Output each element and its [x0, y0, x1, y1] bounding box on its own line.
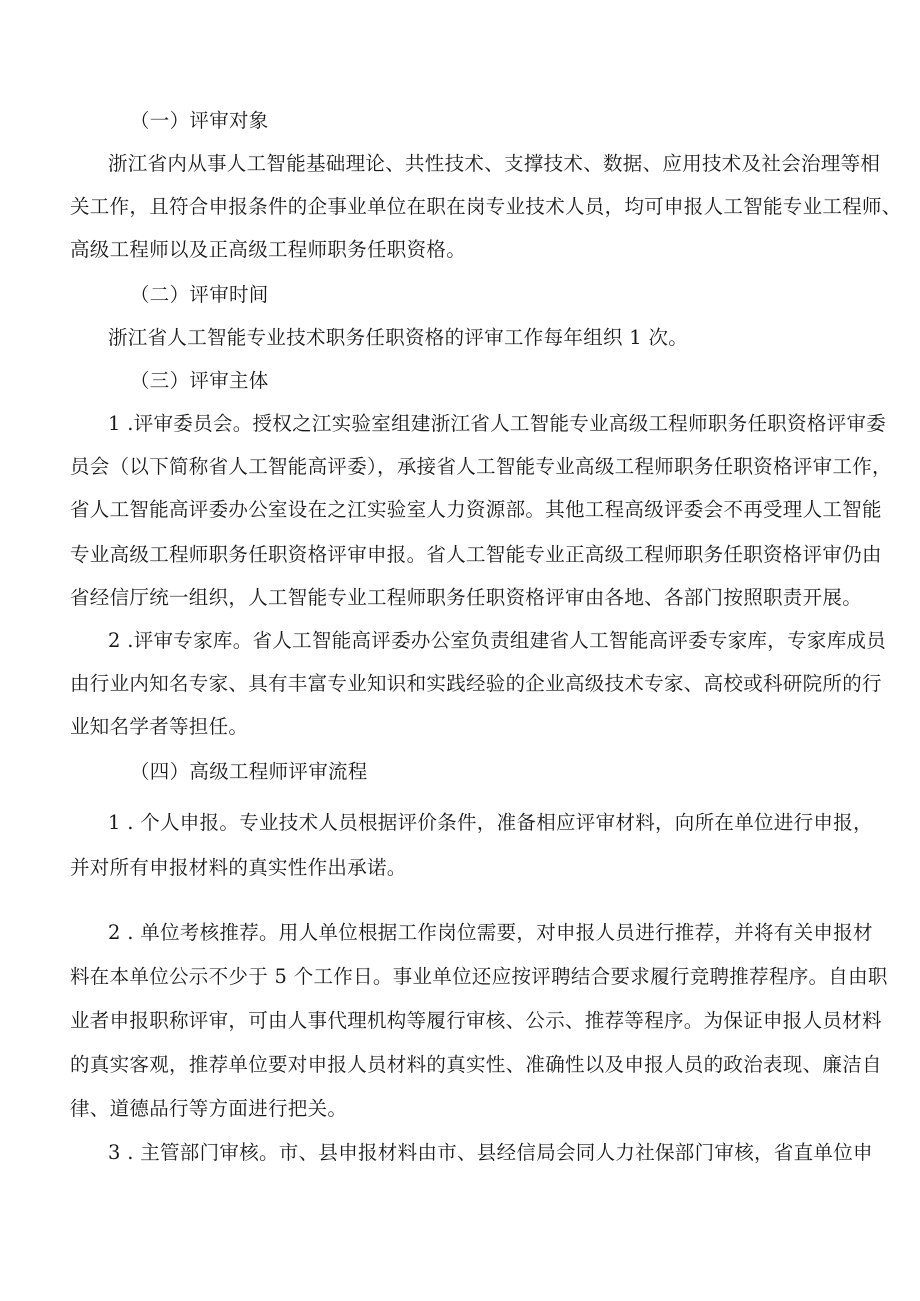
paragraph-line: 省经信厅统一组织，人工智能专业工程师职务任职资格评审由各地、各部门按照职责开展。 — [70, 586, 863, 609]
paragraph-line: 浙江省内从事人工智能基础理论、共性技术、支撑技术、数据、应用技术及社会治理等相 — [108, 152, 881, 175]
paragraph-line: 并对所有申报材料的真实性作出承诺。 — [70, 856, 407, 879]
paragraph-line: 业者申报职称评审，可由人事代理机构等履行审核、公示、推荐等程序。为保证申报人员材料 — [70, 1009, 882, 1032]
paragraph-line: 省人工智能高评委办公室设在之江实验室人力资源部。其他工程高级评委会不再受理人工智能 — [70, 498, 882, 521]
paragraph-line: 高级工程师以及正高级工程师职务任职资格。 — [70, 238, 467, 261]
section-heading-review-subject: （一）评审对象 — [130, 109, 269, 132]
section-heading-review-body: （三）评审主体 — [130, 369, 269, 392]
paragraph-line: 2 . 单位考核推荐。用人单位根据工作岗位需要，对申报人员进行推荐，并将有关申报材 — [108, 921, 873, 944]
paragraph-line: 3 . 主管部门审核。市、县申报材料由市、县经信局会同人力社保部门审核，省直单位申 — [108, 1141, 873, 1164]
paragraph-line: 1 . 个人申报。专业技术人员根据评价条件，准备相应评审材料，向所在单位进行申报， — [108, 811, 873, 834]
paragraph-line: 1 .评审委员会。授权之江实验室组建浙江省人工智能专业高级工程师职务任职资格评审委 — [108, 412, 887, 435]
paragraph-line: 专业高级工程师职务任职资格评审申报。省人工智能专业正高级工程师职务任职资格评审仍由 — [70, 543, 882, 566]
paragraph-line: 料在本单位公示不少于 5 个工作日。事业单位还应按评聘结合要求履行竞聘推荐程序。自由职 — [70, 965, 888, 988]
paragraph-line: 由行业内知名专家、具有丰富专业知识和实践经验的企业高级技术专家、高校或科研院所的行 — [70, 672, 882, 695]
paragraph-line: 员会（以下简称省人工智能高评委），承接省人工智能专业高级工程师职务任职资格评审工作， — [70, 455, 892, 478]
paragraph-line: 律、道德品行等方面进行把关。 — [70, 1097, 348, 1120]
paragraph-line: 关工作，且符合申报条件的企事业单位在职在岗专业技术人员，均可申报人工智能专业工程师、 — [70, 195, 902, 218]
paragraph-line: 2 .评审专家库。省人工智能高评委办公室负责组建省人工智能高评委专家库，专家库成员 — [108, 629, 887, 652]
section-heading-review-time: （二）评审时间 — [130, 283, 269, 306]
paragraph-line: 的真实客观，推荐单位要对申报人员材料的真实性、准确性以及申报人员的政治表现、廉洁自 — [70, 1053, 882, 1076]
paragraph-line: 业知名学者等担任。 — [70, 715, 249, 738]
paragraph-line: 浙江省人工智能专业技术职务任职资格的评审工作每年组织 1 次。 — [108, 326, 689, 349]
section-heading-senior-engineer-process: （四）高级工程师评审流程 — [130, 760, 368, 783]
